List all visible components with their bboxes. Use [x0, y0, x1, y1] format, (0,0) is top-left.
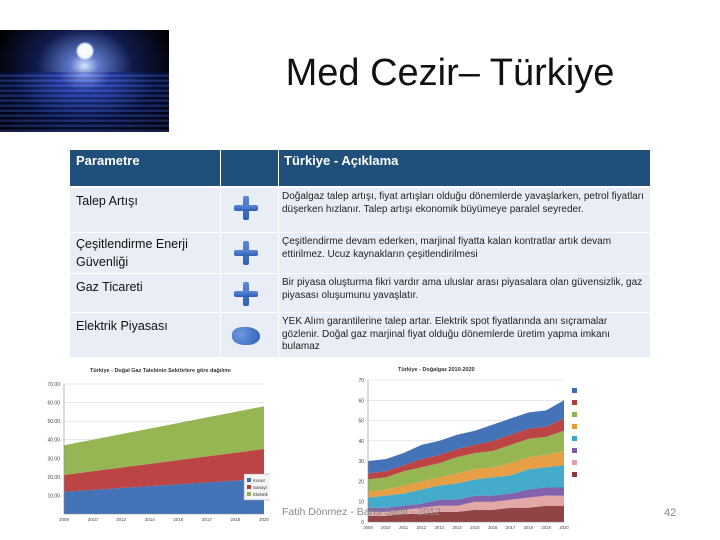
y-tick-label: 70.00 [47, 382, 60, 388]
x-tick-label: 2008 [58, 517, 70, 522]
legend-swatch [247, 478, 251, 482]
row-description: YEK Alım garantilerine talep artar. Elektrik spot fiyatlarında anı sıçramalar gözlenir. Doğal gaz marjinal fiyat olduğu dönemlerde üretim yapma imkanı bulamaz [282, 316, 610, 352]
slide-footer: Fatih Dönmez - Barış Sanlı - 2012 [282, 506, 441, 518]
legend-swatch [247, 485, 251, 489]
x-tick-label: 2016 [488, 525, 498, 530]
legend-swatch [572, 400, 577, 405]
x-tick-label: 2015 [470, 525, 480, 530]
cloud-icon [232, 327, 260, 345]
y-tick-label: 60.00 [47, 400, 60, 407]
x-tick-label: 2009 [363, 525, 373, 530]
x-tick-label: 2016 [173, 517, 184, 522]
y-tick-label: 30.00 [47, 456, 60, 463]
moon-image [76, 42, 94, 60]
moon-sea-photo [0, 30, 169, 132]
x-tick-label: 2018 [523, 525, 534, 530]
legend-label: Elektrik [253, 492, 268, 497]
y-tick-label: 30 [358, 459, 364, 466]
x-tick-label: 2017 [201, 517, 212, 522]
plus-icon [234, 282, 258, 306]
row-label: Çeşitlendirme Enerji Güvenliği [76, 237, 188, 269]
y-tick-label: 10 [358, 499, 364, 506]
table-header-row [70, 150, 650, 186]
row-label: Elektrik Piyasası [76, 319, 168, 333]
y-tick-label: 50 [358, 418, 364, 425]
header-parametre: Parametre [76, 153, 140, 168]
y-tick-label: 40 [358, 438, 364, 445]
table-row [70, 187, 650, 232]
x-tick-label: 2014 [452, 525, 462, 530]
x-tick-label: 2020 [258, 517, 270, 522]
row-description: Bir piyasa oluşturma fikri vardır ama uluslar arası piyasalara olan güvensizlik, gaz piyasası oluşumunu yavaşlatır. [282, 277, 643, 301]
plus-icon [234, 196, 258, 220]
row-label: Gaz Ticareti [76, 280, 143, 294]
plus-icon [234, 241, 258, 265]
x-tick-label: 2010 [381, 525, 391, 530]
legend-label: Sanayi [253, 485, 267, 490]
y-tick-label: 20 [358, 479, 364, 486]
y-tick-label: 0 [361, 520, 364, 526]
x-tick-label: 2012 [116, 517, 127, 522]
sea-image [0, 72, 169, 132]
legend-swatch [572, 472, 577, 477]
x-tick-label: 2020 [559, 525, 569, 530]
legend-swatch [572, 388, 577, 393]
x-tick-label: 2011 [399, 525, 409, 530]
x-tick-label: 2019 [541, 525, 551, 530]
legend-swatch [572, 412, 577, 417]
x-tick-label: 2014 [144, 517, 155, 522]
legend-swatch [572, 448, 577, 453]
legend-label: Konut [253, 478, 265, 483]
legend-swatch [572, 424, 577, 429]
table-row [70, 312, 650, 357]
table-row [70, 273, 650, 312]
table-column-divider [278, 150, 279, 356]
y-tick-label: 40.00 [47, 437, 60, 444]
x-tick-label: 2012 [416, 525, 427, 530]
chart-title: Türkiye - Doğal Gaz Talebinin Sektörlere göre dağılımı [90, 368, 231, 374]
table-row [70, 232, 650, 273]
header-aciklama: Türkiye - Açıklama [284, 153, 399, 168]
y-tick-label: 20.00 [47, 474, 60, 481]
y-tick-label: 60 [358, 398, 364, 405]
x-tick-label: 2018 [230, 517, 241, 522]
y-tick-label: 10.00 [47, 493, 60, 500]
x-tick-label: 2013 [434, 525, 444, 530]
x-tick-label: 2017 [505, 525, 516, 530]
row-label: Talep Artışı [76, 194, 138, 208]
x-tick-label: 2010 [87, 517, 98, 522]
legend-swatch [572, 460, 577, 465]
row-description: Doğalgaz talep artışı, fiyat artışları olduğu dönemlerde yavaşlarken, petrol fiyatları düşerken hızlanır. Talep artışı ekonomik büyümeye paralel seyreder. [282, 191, 644, 215]
table-column-divider [220, 150, 221, 356]
sector-demand-chart [30, 362, 270, 532]
y-tick-label: 50.00 [47, 419, 60, 426]
legend-swatch [572, 436, 577, 441]
slide-title: Med Cezir– Türkiye [285, 52, 615, 94]
chart-title: Türkiye - Doğalgaz 2010-2020 [398, 367, 475, 373]
legend-swatch [247, 492, 251, 496]
row-description: Çeşitlendirme devam ederken, marjinal fiyatta kalan kontratlar artık devam ettirilmez. Ucuz kaynakların çeşitlendirilmesi [282, 236, 612, 260]
y-tick-label: 70 [358, 378, 364, 384]
page-number: 42 [664, 507, 677, 519]
